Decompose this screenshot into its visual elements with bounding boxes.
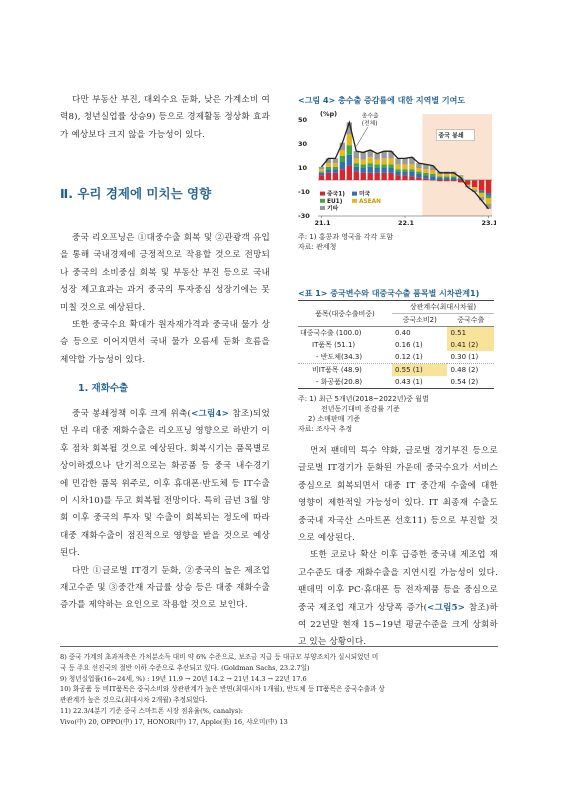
y-tick-label: 10 xyxy=(298,164,308,172)
table-row xyxy=(298,351,494,364)
bar-segment xyxy=(340,162,345,169)
bar-segment xyxy=(368,163,373,167)
table-cell-export: 0.41 (2) xyxy=(447,339,494,351)
bar-segment xyxy=(479,191,484,192)
legend-label: 미국 xyxy=(359,191,371,198)
table-1-title: <표 1> 중국변수와 대중국수출 품목별 시차관계1) xyxy=(298,289,480,298)
paragraph-6: 또한 코로나 확산 이후 급증한 중국내 제조업 재고수준도 대중 재화수출을 지연시킬 가능성이 있다. 팬데믹 이후 PC·휴대폰 등 전자제품 등을 중심으로 중국 제조업 재고가 상당폭 증가(<그림5> 참조)하여 22년말 현재 15~19년 평균수준을 크게 상회하고 있는 상황이다. xyxy=(298,550,498,648)
figure-5-ref-link[interactable]: <그림5> xyxy=(427,602,466,613)
y-tick-label: -10 xyxy=(298,188,310,196)
bar-segment xyxy=(354,158,359,163)
paragraph-5: 먼저 팬데믹 특수 약화, 글로벌 경기부진 등으로 글로벌 IT경기가 둔화된 가운데 중국수요가 서비스 중심으로 회복되면서 대중 IT 중간재 수출에 대한 영향이 제한적일 가능성이 있다. IT 최종재 수출도 중국내 자국산 스마트폰 선호11) 등으로 부진할 것으로 예상된다. xyxy=(298,446,498,544)
bar-segment xyxy=(444,176,449,177)
bar-segment xyxy=(368,173,373,180)
bar-segment xyxy=(333,169,338,173)
legend-label: 중국1) xyxy=(327,191,345,198)
bar-segment xyxy=(486,193,491,195)
bar-segment xyxy=(395,172,400,176)
footnote-line: 관관계가 높은 것으로(최대시차 2개월) 추정되었다. xyxy=(60,696,208,705)
legend-swatch xyxy=(320,206,325,210)
table-cell-consumption: 0.40 xyxy=(395,329,411,337)
bar-segment xyxy=(444,180,449,181)
subsection-title: 1. 재화수출 xyxy=(78,383,129,394)
table-cell-export: 0.30 (1) xyxy=(450,353,479,361)
bar-segment xyxy=(354,163,359,167)
bar-segment xyxy=(374,168,379,173)
bar-segment xyxy=(409,172,414,177)
legend-swatch xyxy=(352,192,357,196)
figure-4-chart xyxy=(296,106,496,231)
table-1 xyxy=(298,300,494,389)
table-col-consumption: 중국소비2) xyxy=(392,314,447,327)
bar-segment xyxy=(416,168,421,172)
table-cell-consumption: 0.12 (1) xyxy=(395,353,423,361)
bar-segment xyxy=(451,180,456,181)
table-cell-export: 0.48 (2) xyxy=(450,366,479,374)
bar-segment xyxy=(395,158,400,164)
bar-segment xyxy=(326,173,331,180)
bar-segment xyxy=(402,172,407,176)
bar-segment xyxy=(479,192,484,193)
bar-segment xyxy=(451,178,456,180)
table-cell-item: 대중국수출 (100.0) xyxy=(300,329,362,337)
bar-segment xyxy=(416,172,421,174)
bar-segment xyxy=(486,196,491,198)
bar-segment xyxy=(340,169,345,180)
figure-4-note: 주: 1) 홍콩과 영국을 각각 포함 자료: 관세청 xyxy=(298,233,394,251)
bar-segment xyxy=(381,158,386,164)
footnotes xyxy=(60,652,500,728)
bar-segment xyxy=(472,187,477,189)
bar-segment xyxy=(319,175,324,180)
bar-segment xyxy=(333,167,338,169)
table-cell-item: 비IT품목 (48.9) xyxy=(312,366,362,374)
bar-segment xyxy=(361,168,366,173)
bar-segment xyxy=(361,164,366,168)
bar-segment xyxy=(437,176,442,177)
table-cell-export: 0.54 (2) xyxy=(450,378,479,386)
bar-segment xyxy=(409,176,414,180)
bar-segment xyxy=(444,174,449,176)
bar-segment xyxy=(319,169,324,171)
table-row xyxy=(298,327,494,340)
bar-segment xyxy=(388,173,393,180)
right-paragraphs xyxy=(298,443,498,652)
bar-segment xyxy=(430,180,435,181)
bar-segment xyxy=(472,180,477,187)
bar-segment xyxy=(388,168,393,173)
table-cell-item: IT품목 (51.1) xyxy=(312,341,356,349)
legend-swatch xyxy=(320,192,325,196)
bar-segment xyxy=(326,163,331,167)
figure-4-title: <그림 4> 총수출 증감률에 대한 지역별 기여도 xyxy=(298,96,466,105)
bar-segment xyxy=(381,164,386,168)
bar-segment xyxy=(479,193,484,197)
bar-segment xyxy=(361,160,366,165)
table-col-item: 품목(대중수출비중) xyxy=(298,301,392,327)
bar-segment xyxy=(319,173,324,175)
x-tick-label: 21.1 xyxy=(314,219,331,227)
bar-segment xyxy=(472,180,477,181)
shade-label: 중국 봉쇄 xyxy=(438,132,464,140)
bar-segment xyxy=(340,150,345,156)
footnote-line: 10) 화공품 등 비IT품목은 중국소비와 상관관계가 높은 반면(최대시차 1개월), 반도체 등 IT품목은 중국수출과 상 xyxy=(60,685,385,694)
bar-segment xyxy=(395,169,400,171)
bar-segment xyxy=(395,175,400,180)
footnote-line: 9) 청년실업률(16~24세, %) : 19년 11.9 → 20년 14.2 → 21년 14.3 → 22년 17.6 xyxy=(60,674,307,683)
legend-swatch xyxy=(352,199,357,203)
legend-label: ASEAN xyxy=(359,198,381,205)
legend-swatch xyxy=(320,199,325,203)
bar-segment xyxy=(368,167,373,173)
bar-segment xyxy=(333,158,338,163)
bar-segment xyxy=(402,169,407,171)
bar-segment xyxy=(347,166,352,180)
bar-segment xyxy=(423,173,428,175)
bar-segment xyxy=(423,175,428,179)
bar-segment xyxy=(430,174,435,176)
paragraph-3: 중국 봉쇄정책 이후 크게 위축(<그림4> 참조)되었던 우리 대중 재화수출은 리오프닝 영향으로 하반기 이후 점차 회복될 것으로 예상된다. 회복시기는 품목별로 상이하겠으나 단기적으로는 화공품 등 중국 내수경기에 민감한 품목 위주로, 이후 휴대폰·반도체 등 IT수출이 시차10)를 두고 회복될 전망이다. 특히 금년 3월 양회 이후 중국의 투자 및 수출이 회복되는 정도에 따라 대중 재화수출이 점진적으로 영향을 받을 것으로 예상된다. xyxy=(60,409,270,559)
bar-segment xyxy=(437,180,442,181)
legend-label: EU1) xyxy=(327,198,343,205)
total-annotation-arrow xyxy=(356,127,367,146)
total-annotation: (전체) xyxy=(361,120,378,127)
table-cell-item: - 반도체(34.3) xyxy=(316,353,363,361)
bar-segment xyxy=(423,169,428,173)
bar-segment xyxy=(319,167,324,169)
intro-paragraph: 다만 부동산 부진, 대외수요 둔화, 낮은 가계소비 여력8), 청년실업률 상승9) 등으로 경제활동 정상화 효과가 예상보다 크지 않을 가능성이 있다. xyxy=(60,95,270,140)
footnote-line: Vivo(中) 20, OPPO(中) 17, HONOR(中) 17, Apple(美) 16, 샤오미(中) 13 xyxy=(60,717,288,726)
table-row xyxy=(298,364,494,377)
bar-segment xyxy=(374,160,379,165)
table-cell-consumption: 0.16 (1) xyxy=(395,341,423,349)
legend-label: 기타 xyxy=(327,206,339,212)
bar-segment xyxy=(326,167,331,169)
footnote-divider xyxy=(60,646,498,647)
bar-segment xyxy=(416,178,421,180)
bar-segment xyxy=(486,180,491,193)
bar-segment xyxy=(368,157,373,163)
table-cell-consumption: 0.55 (1) xyxy=(392,364,447,377)
paragraph-2: 또한 중국수요 확대가 원자재가격과 중국내 물가 상승 등으로 이어지면서 국내 물가 오름세 둔화 흐름을 제약할 가능성이 있다. xyxy=(60,320,270,365)
bar-segment xyxy=(319,172,324,173)
y-unit-label: (%p) xyxy=(320,110,338,118)
bar-segment xyxy=(333,173,338,180)
table-cell-item: - 화공품(20.8) xyxy=(316,378,363,386)
table-cell-consumption: 0.43 (1) xyxy=(395,378,423,386)
bar-segment xyxy=(486,198,491,204)
bar-segment xyxy=(451,176,456,177)
table-row xyxy=(298,339,494,351)
bar-segment xyxy=(402,175,407,180)
section-title: Ⅱ. 우리 경제에 미치는 영향 xyxy=(60,186,212,201)
table-1-note: 주: 1) 최근 5개년(2018~2022년)중 월별 전년동기대비 증감률 기준 2) 소매판매 기준 자료: 조사국 추정 xyxy=(298,395,429,433)
total-annotation: 총수출 xyxy=(361,113,379,120)
bar-segment xyxy=(479,180,484,191)
bar-segment xyxy=(423,179,428,180)
x-tick-label: 22.1 xyxy=(398,219,415,227)
footnote-line: 8) 중국 가계의 초과저축은 가처분소득 대비 약 6% 수준으로, 보조금 지급 등 대규모 부양조치가 실시되었던 미 xyxy=(60,653,379,661)
impact-paragraphs xyxy=(60,230,270,369)
table-cell-export: 0.51 xyxy=(447,327,494,340)
x-tick-label: 23.1 xyxy=(481,219,496,227)
bar-segment xyxy=(465,180,470,181)
table-row xyxy=(298,376,494,389)
bar-segment xyxy=(354,167,359,172)
bar-segment xyxy=(354,151,359,158)
bar-segment xyxy=(361,173,366,180)
goods-export-paragraphs xyxy=(60,406,270,615)
bar-segment xyxy=(374,164,379,168)
bar-segment xyxy=(347,145,352,155)
bar-segment xyxy=(381,173,386,180)
y-tick-label: 50 xyxy=(298,116,308,124)
bar-segment xyxy=(444,178,449,180)
bar-segment xyxy=(388,164,393,168)
bar-segment xyxy=(430,170,435,174)
bar-segment xyxy=(430,176,435,180)
bar-segment xyxy=(437,178,442,180)
bar-segment xyxy=(388,158,393,164)
table-col-export: 중국수출 xyxy=(447,314,494,327)
bar-segment xyxy=(409,164,414,169)
bar-segment xyxy=(326,169,331,173)
footnote-line: 11) 22.3/4분기 기준 중국 스마트폰 시장 점유율(%, canalys): xyxy=(60,706,244,715)
figure-4-ref-link[interactable]: <그림4> xyxy=(191,409,230,419)
bar-segment xyxy=(402,158,407,164)
bar-segment xyxy=(340,156,345,162)
bar-segment xyxy=(437,174,442,176)
bar-segment xyxy=(395,164,400,169)
y-tick-label: -30 xyxy=(298,212,310,220)
bar-segment xyxy=(361,152,366,159)
bar-segment xyxy=(416,174,421,178)
paragraph-1: 중국 리오프닝은 ①대중수출 회복 및 ②관광객 유입을 통해 국내경제에 긍정적으로 작용할 것으로 전망되나 중국의 소비중심 회복 및 부동산 부진 등으로 국내 성장 제고효과는 과거 중국의 투자중심 성장기에는 못 미칠 것으로 예상된다. xyxy=(60,233,270,313)
bar-segment xyxy=(402,164,407,169)
bar-segment xyxy=(374,154,379,160)
y-tick-label: 30 xyxy=(298,140,308,148)
bar-segment xyxy=(333,163,338,167)
bar-segment xyxy=(409,169,414,171)
bar-segment xyxy=(347,134,352,145)
paragraph-4: 다만 ①글로벌 IT경기 둔화, ②중국의 높은 제조업 재고수준 및 ③중간재 자급률 상승 등은 대중 재화수출 증가를 제약하는 요인으로 작용할 것으로 보인다. xyxy=(60,565,270,611)
footnote-line: 국 등 주요 선진국의 절반 이하 수준으로 추산되고 있다. (Goldman Sachs, 23.2.7일) xyxy=(60,663,310,672)
bar-segment xyxy=(381,168,386,173)
bar-segment xyxy=(354,172,359,180)
figure-4-svg xyxy=(296,106,496,231)
bar-segment xyxy=(374,173,379,180)
bar-segment xyxy=(347,155,352,166)
table-col-group: 상관계수(최대시차월) xyxy=(392,301,494,314)
